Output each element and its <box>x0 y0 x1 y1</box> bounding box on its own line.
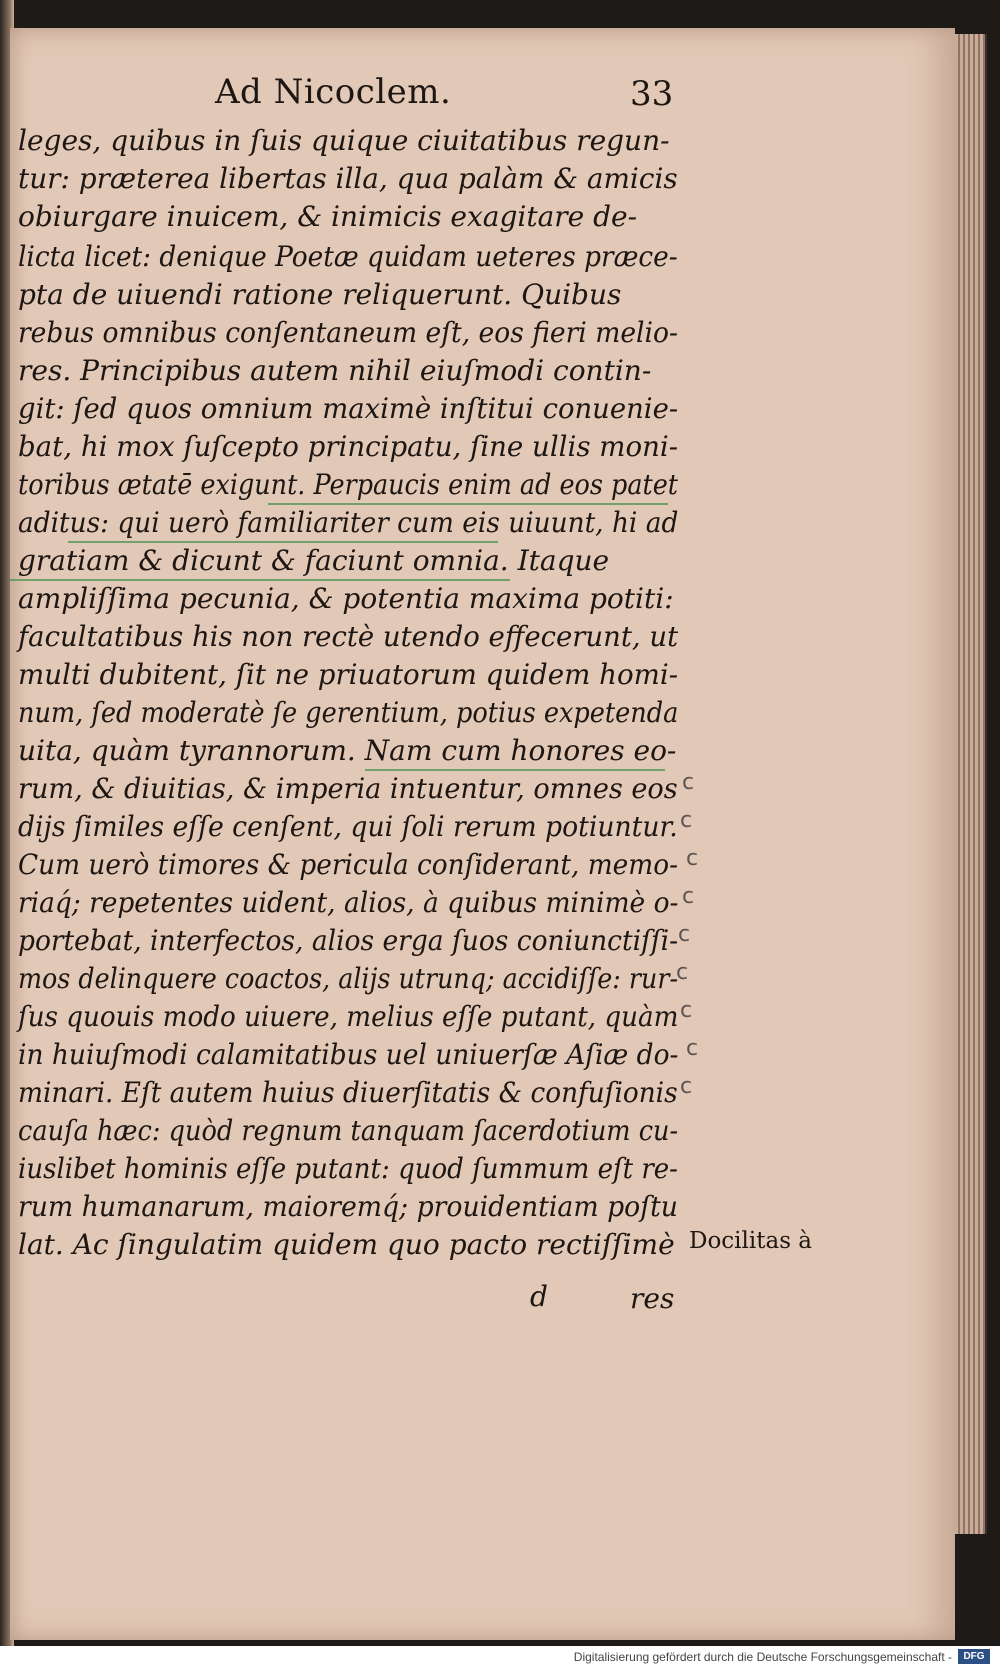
text-line: leges, quibus in ſuis quique ciuitatibus regun- <box>18 124 670 157</box>
text-line: riaq́; repetentes uident, alios, à quibus minimè o- <box>18 886 679 919</box>
text-line: pta de uiuendi ratione reliquerunt. Quibus <box>18 278 622 311</box>
pencil-underline <box>268 503 668 505</box>
text-line: dijs ſimiles eſſe cenſent, qui ſoli rerum potiuntur. <box>18 810 678 843</box>
text-line: ſus quouis modo uiuere, melius eſſe putant, quàm <box>18 1000 679 1033</box>
text-line: obiurgare inuicem, & inimicis exagitare de- <box>18 200 638 233</box>
text-line: toribus ætatē exigunt. Perpaucis enim ad eos patet <box>18 468 679 501</box>
text-line: git: ſed quos omnium maximè inſtitui conuenie- <box>18 392 679 425</box>
text-line: ampliſſima pecunia, & potentia maxima potiti: <box>18 582 674 615</box>
marginal-note: Docilitas à <box>689 1228 813 1254</box>
margin-mark: c <box>678 922 691 947</box>
running-head: Ad Nicoclem. <box>215 72 452 112</box>
text-line: licta licet: denique Poetæ quidam ueteres præce- <box>18 240 678 273</box>
text-line: lat. Ac ſingulatim quidem quo pacto rectiſſimè <box>18 1228 675 1261</box>
text-line: res. Principibus autem nihil eiuſmodi contin- <box>18 354 652 387</box>
margin-mark: c <box>680 1074 693 1099</box>
margin-mark: c <box>682 884 695 909</box>
text-line: bat, hi mox ſuſcepto principatu, ſine ullis moni- <box>18 430 679 463</box>
text-line: gratiam & dicunt & faciunt omnia. Itaque <box>18 544 610 577</box>
text-line: portebat, interfectos, alios erga ſuos coniunctiſſi- <box>18 924 679 957</box>
text-line: uita, quàm tyrannorum. Nam cum honores eo- <box>18 734 677 767</box>
margin-mark: c <box>680 808 693 833</box>
catchword: res <box>630 1282 675 1315</box>
text-line: iuslibet hominis eſſe putant: quod ſummum eſt re- <box>18 1152 678 1185</box>
margin-mark: c <box>686 846 699 871</box>
margin-mark: c <box>676 960 689 985</box>
margin-mark: c <box>680 998 693 1023</box>
text-line: in huiuſmodi calamitatibus uel uniuerſæ Aſiæ do- <box>18 1038 679 1071</box>
dfg-logo: DFG <box>958 1649 990 1664</box>
signature-mark: d <box>530 1280 548 1313</box>
text-line: aditus: qui uerò familiariter cum eis uiuunt, hi ad <box>18 506 679 539</box>
margin-mark: c <box>682 770 695 795</box>
text-line: rum, & diuitias, & imperia intuentur, omnes eos <box>18 772 678 805</box>
text-line: num, ſed moderatè ſe gerentium, potius expetenda <box>18 696 679 729</box>
text-line: mos delinquere coactos, alijs utrunq; accidiſſe: rur- <box>18 962 679 995</box>
text-line: rebus omnibus conſentaneum eſt, eos fieri melio- <box>18 316 678 349</box>
text-line: tur: præterea libertas illa, qua palàm & amicis <box>18 162 678 195</box>
footer-credit: Digitalisierung gefördert durch die Deutsche Forschungsgemeinschaft - <box>573 1650 952 1664</box>
text-line: cauſa hæc: quòd regnum tanquam ſacerdotium cu- <box>18 1114 679 1147</box>
margin-mark: c <box>686 1036 699 1061</box>
text-line: Cum uerò timores & pericula conſiderant, memo- <box>18 848 678 881</box>
page-stack-edge <box>955 34 987 1534</box>
pencil-underline <box>10 579 510 581</box>
text-line: multi dubitent, ſit ne priuatorum quidem homi- <box>18 658 679 691</box>
pencil-underline <box>365 769 665 771</box>
page-number: 33 <box>630 74 674 114</box>
pencil-underline <box>68 541 498 543</box>
text-line: facultatibus his non rectè utendo effecerunt, ut <box>18 620 679 653</box>
text-line: rum humanarum, maioremq́; prouidentiam poſtu <box>18 1190 678 1223</box>
text-line: minari. Eſt autem huius diuerſitatis & confuſionis <box>18 1076 678 1109</box>
